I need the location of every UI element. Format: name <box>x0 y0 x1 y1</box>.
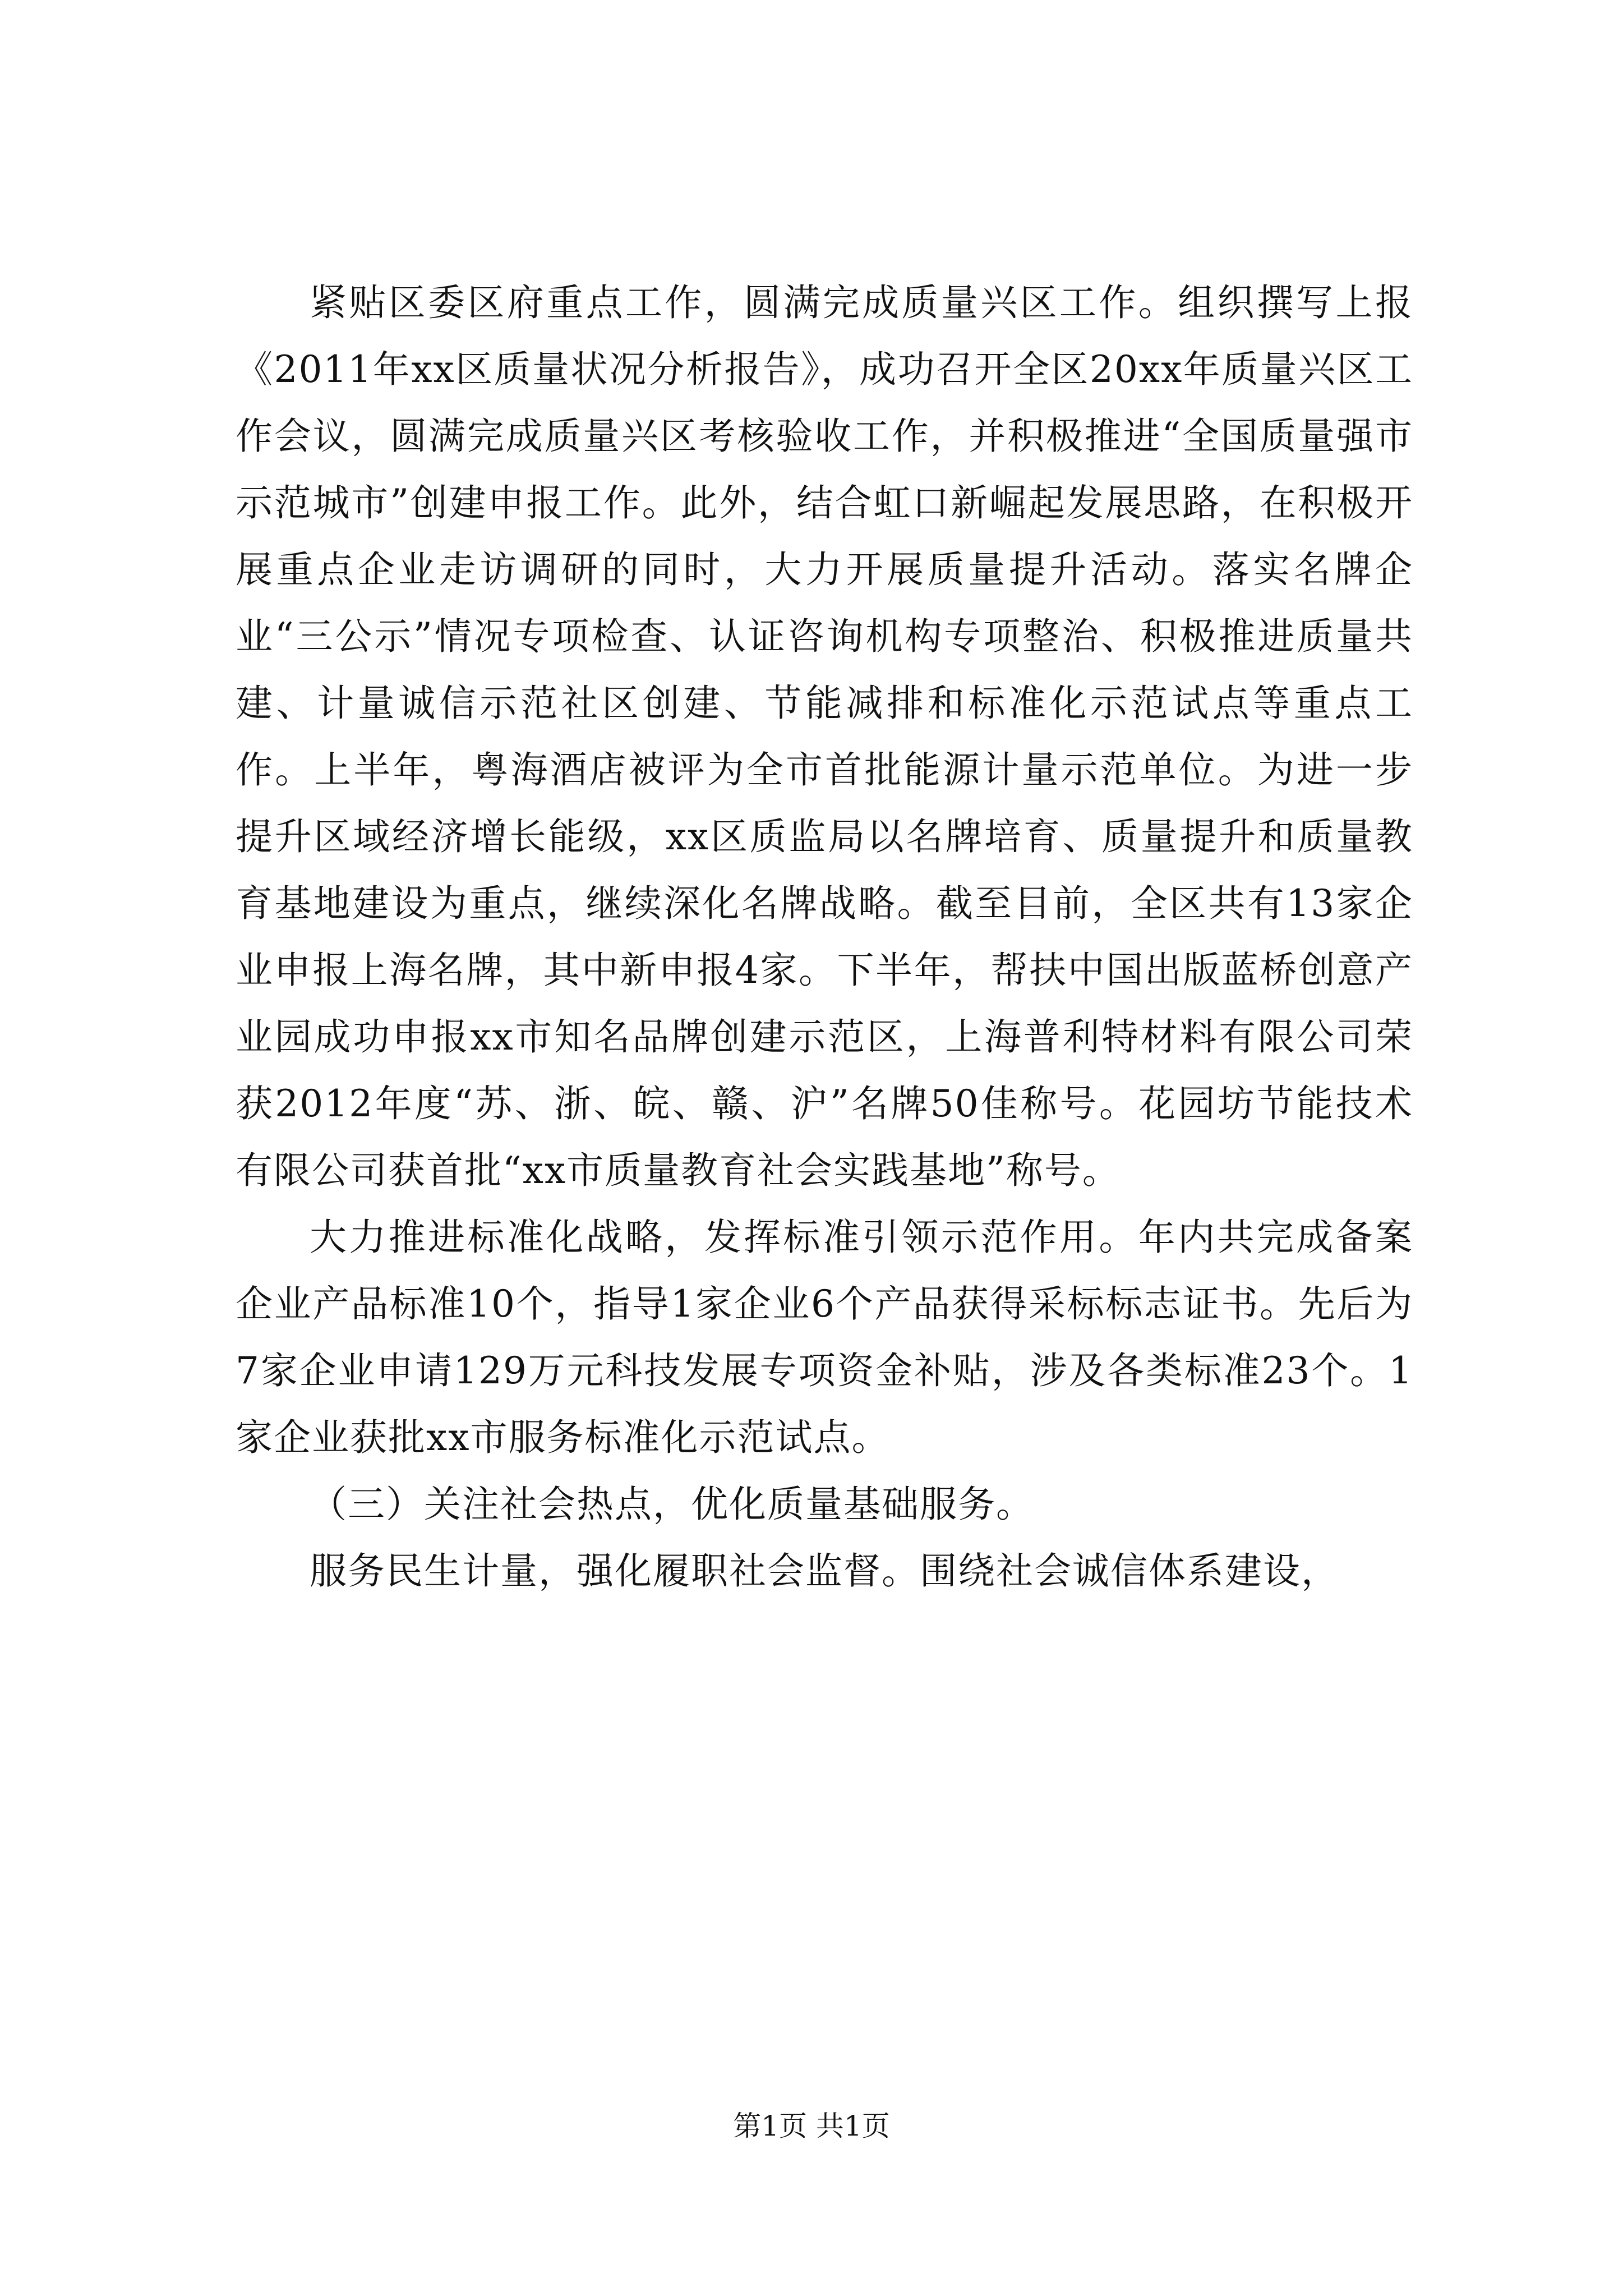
section-heading-three: （三）关注社会热点，优化质量基础服务。 <box>310 1483 1034 1526</box>
paragraph-standardization: 大力推进标准化战略，发挥标准引领示范作用。年内共完成备案企业产品标准10个，指导1家企业6个产品获得采标标志证书。先后为7家企业申请129万元科技发展专项资金补贴，涉及各类标准23个。1家企业获批xx市服务标准化示范试点。 <box>236 1216 1413 1459</box>
paragraph-metrology-service: 服务民生计量，强化履职社会监督。围绕社会诚信体系建设， <box>310 1549 1339 1593</box>
document-body <box>236 269 1413 1604</box>
page-number-label: 第1页 共1页 <box>733 2110 890 2142</box>
paragraph-quality-work: 紧贴区委区府重点工作，圆满完成质量兴区工作。组织撰写上报《2011年xx区质量状况分析报告》，成功召开全区20xx年质量兴区工作会议，圆满完成质量兴区考核验收工作，并积极推进“全国质量强市示范城市”创建申报工作。此外，结合虹口新崛起发展思路，在积极开展重点企业走访调研的同时，大力开展质量提升活动。落实名牌企业“三公示”情况专项检查、认证咨询机构专项整治、积极推进质量共建、计量诚信示范社区创建、节能减排和标准化示范试点等重点工作。上半年，粤海酒店被评为全市首批能源计量示范单位。为进一步提升区域经济增长能级，xx区质监局以名牌培育、质量提升和质量教育基地建设为重点，继续深化名牌战略。截至目前，全区共有13家企业申报上海名牌，其中新申报4家。下半年，帮扶中国出版蓝桥创意产业园成功申报xx市知名品牌创建示范区，上海普利特材料有限公司荣获2012年度“苏、浙、皖、赣、沪”名牌50佳称号。花园坊节能技术有限公司获首批“xx市质量教育社会实践基地”称号。 <box>236 281 1413 1192</box>
page-footer <box>0 2109 1623 2143</box>
